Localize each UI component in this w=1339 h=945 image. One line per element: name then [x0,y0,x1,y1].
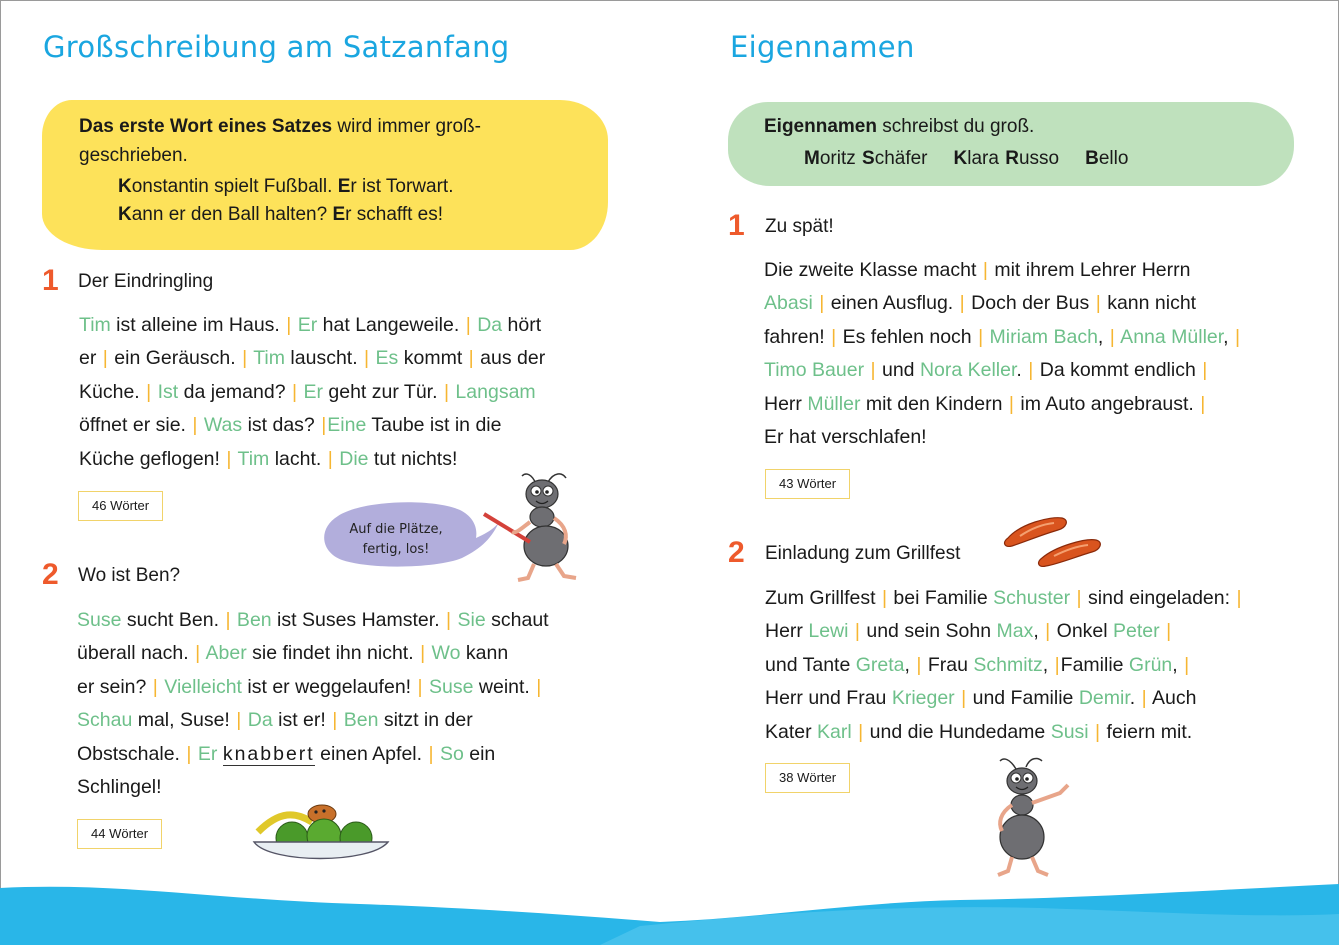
text-segment: kommt [398,347,468,370]
text-segment: ist Suses Hamster. [271,609,446,631]
capitalized-word: Tim [248,347,285,370]
capitalized-word: So [434,742,464,765]
separator-bar: | [1166,620,1172,643]
text-line [77,771,549,804]
capitalized-word: Ist [152,380,179,403]
speech-bubble-text: Auf die Plätze, fertig, los! [349,522,443,557]
text-line [77,671,549,704]
separator-bar: | [465,314,471,336]
text-segment: Kater [765,720,818,743]
sausages-illustration [1000,510,1105,570]
text-segment: tut nichts! [368,447,458,470]
separator-bar: | [1141,687,1147,710]
separator-bar: | [881,587,888,609]
separator-bar: | [327,447,333,470]
exercise-number: 2 [728,536,745,569]
text-segment: , [1172,653,1184,676]
text-segment: Schlingel! [77,776,162,799]
text-segment: Herr [764,392,808,415]
separator-bar: | [978,325,984,348]
exercise-text [79,309,545,476]
capitalized-word: Peter [1113,620,1160,643]
separator-bar: | [959,292,965,315]
separator-bar: | [1045,620,1051,643]
capitalized-word: Schmitz [973,653,1043,676]
rule-rest-2: geschrieben. [79,145,188,166]
capitalized-word: Timo Bauer [764,359,865,382]
separator-bar: | [428,742,434,765]
capitalized-word: Suse [77,609,122,631]
exercise-title: Wo ist Ben? [78,565,181,586]
text-segment: mit den Kindern [860,392,1008,415]
separator-bar: | [446,609,452,631]
exercise-title: Einladung zum Grillfest [765,543,961,564]
text-segment: , [1223,325,1235,348]
text-segment: , [1042,653,1054,676]
capitalized-word: Er [192,742,218,765]
text-segment: sie findet ihn nicht. [246,642,420,665]
text-segment: aus der [474,347,546,370]
text-segment: . [1129,687,1141,710]
text-segment: und sein Sohn [860,620,997,643]
separator-bar: | [1095,292,1101,315]
text-segment: und Familie [967,687,1079,710]
text-line [765,649,1243,682]
text-segment: sind eingeladen: [1082,587,1236,609]
separator-bar: | [870,359,876,382]
text-segment: ist er! [272,709,332,732]
exercise-title: Der Eindringling [78,271,214,292]
text-segment: schaut [485,609,549,631]
capitalized-word: Krieger [891,687,955,710]
text-segment: öffnet er sie. [79,414,192,437]
text-segment: und Tante [765,653,856,676]
capitalized-word: Er [298,380,323,403]
spaced-word: knabbert [222,742,315,765]
text-line [79,443,545,476]
separator-bar: | [536,675,542,698]
capitalized-word: Langsam [450,380,536,403]
text-segment: einen Apfel. [314,742,428,765]
separator-bar: | [854,620,860,643]
capitalized-word: Vielleicht [158,675,242,698]
capitalized-word: Müller [807,392,861,415]
capitalized-word: Suse [423,675,474,698]
separator-bar: | [146,380,152,403]
separator-bar: | [468,347,474,370]
rule-bold: Eigennamen [764,116,877,137]
exercise-number: 2 [42,558,59,591]
text-segment: Familie [1060,653,1129,676]
text-line [765,682,1243,715]
capitalized-word: Sie [452,609,486,631]
capitalized-word: Grün [1128,653,1173,676]
separator-bar: | [961,687,967,710]
capitalized-word: Aber [201,642,247,665]
text-segment: Er hat verschlafen! [764,426,927,449]
text-line [79,309,545,342]
separator-bar: | [332,709,338,732]
text-line [77,604,549,637]
exercise-number: 1 [42,264,59,297]
text-line [764,254,1241,287]
text-segment: und die Hundedame [864,720,1051,743]
text-segment: Es fehlen noch [837,325,978,348]
capitalized-word: Susi [1050,720,1089,743]
text-line [79,376,545,409]
separator-bar: | [1076,587,1082,609]
rule-box-proper-nouns [728,102,1294,186]
exercise-text [764,254,1241,454]
separator-bar: | [226,447,232,470]
text-line [765,716,1243,749]
text-segment: sitzt in der [378,709,473,732]
text-segment: bei Familie [888,587,994,609]
text-line [77,704,549,737]
separator-bar: | [102,347,108,370]
text-line [79,409,545,442]
separator-bar: | [195,642,201,665]
rule-example-2: Kann er den Ball halten? Er schafft es! [118,204,443,225]
separator-bar: | [291,380,298,403]
text-segment: einen Ausflug. [825,292,959,315]
separator-bar: | [192,414,198,437]
capitalized-word: Schau [77,709,133,732]
text-segment: ist alleine im Haus. [110,314,286,336]
text-line [765,582,1243,615]
capitalized-word: Lewi [808,620,849,643]
text-segment: Obstschale. [77,742,186,765]
capitalized-word: Nora Keller [919,359,1017,382]
separator-bar: | [1200,392,1206,415]
separator-bar: | [1202,359,1208,382]
capitalized-word: Ben [231,609,272,631]
separator-bar: | [1235,325,1241,348]
text-segment: Auch [1147,687,1197,710]
separator-bar: | [1184,653,1190,676]
separator-bar: | [1008,392,1014,415]
text-segment: im Auto angebraust. [1014,392,1200,415]
capitalized-word: Da [242,709,273,732]
text-segment: kann nicht [1101,292,1197,315]
separator-bar: | [831,325,837,348]
ant-with-pencil-illustration [482,470,592,585]
text-segment: kann [460,642,509,665]
separator-bar: | [321,414,327,437]
rule-box-capitalization [42,100,608,250]
text-segment: weint. [473,675,536,698]
capitalized-word: Es [370,347,399,370]
separator-bar: | [1236,587,1242,609]
text-segment: überall nach. [77,642,195,665]
word-count-badge: 38 Wörter [765,763,850,793]
text-segment: Die zweite Klasse macht [764,259,982,281]
separator-bar: | [417,675,423,698]
text-segment [217,743,222,765]
bottom-wave-decoration [0,878,1339,945]
text-segment: ist das? [242,414,321,437]
text-segment: ein Geräusch. [108,347,242,370]
text-segment: , [904,653,916,676]
text-segment: fahren! [764,325,831,348]
exercise-title: Zu spät! [765,216,834,237]
text-segment: Herr und Frau [765,687,892,710]
capitalized-word: Ben [338,709,379,732]
text-segment: hat Langeweile. [317,314,465,336]
capitalized-word: Tim [79,314,111,336]
text-segment: ein [463,742,496,765]
text-segment: Küche geflogen! [79,447,226,470]
word-count-badge: 46 Wörter [78,491,163,521]
separator-bar: | [286,314,292,336]
capitalized-word: Tim [232,447,270,470]
separator-bar: | [420,642,426,665]
text-segment: Da kommt endlich [1034,359,1202,382]
text-line [77,738,549,771]
text-segment: mit ihrem Lehrer Herrn [988,259,1191,281]
text-segment: Küche. [79,380,146,403]
text-segment: , [1033,620,1045,643]
separator-bar: | [1054,653,1060,676]
separator-bar: | [916,653,922,676]
separator-bar: | [364,347,370,370]
text-segment: lauscht. [285,347,364,370]
rule-example-1: Konstantin spielt Fußball. Er ist Torwart. [118,176,454,197]
text-segment: und [876,359,920,382]
rule-example-names: Moritz Schäfer Klara Russo Bello [804,148,1129,169]
capitalized-word: Da [471,314,503,336]
ant-thumbs-up-illustration [980,755,1080,885]
text-segment: geht zur Tür. [322,380,443,403]
text-line [764,388,1241,421]
separator-bar: | [225,609,231,631]
capitalized-word: Demir [1078,687,1130,710]
separator-bar: | [443,380,450,403]
exercise-text [765,582,1243,749]
text-line [764,354,1241,387]
text-segment: sucht Ben. [121,609,225,631]
separator-bar: | [242,347,248,370]
text-segment: . [1016,359,1028,382]
text-segment: lacht. [269,447,327,470]
word-count-badge: 43 Wörter [765,469,850,499]
capitalized-word: Eine [327,414,367,437]
separator-bar: | [858,720,864,743]
rule-rest: wird immer groß- [332,116,481,137]
rule-text [79,112,481,142]
fruit-bowl-hamster-illustration [250,802,395,867]
text-line [77,637,549,670]
separator-bar: | [982,259,988,281]
text-segment: Doch der Bus [965,292,1095,315]
separator-bar: | [186,742,192,765]
capitalized-word: Wo [426,642,461,665]
text-line [764,321,1241,354]
capitalized-word: Max [996,620,1034,643]
rule-rest: schreibst du groß. [876,116,1035,137]
text-segment: hört [502,314,542,336]
right-page-title: Eigennamen [730,30,915,64]
text-line [765,615,1243,648]
capitalized-word: Er [292,314,318,336]
capitalized-word: Was [198,414,243,437]
text-segment: mal, Suse! [132,709,236,732]
capitalized-word: Anna Müller [1115,325,1224,348]
capitalized-word: Karl [817,720,852,743]
text-segment: er [79,347,102,370]
separator-bar: | [819,292,825,315]
text-segment: er sein? [77,675,152,698]
word-count-badge: 44 Wörter [77,819,162,849]
text-segment: Frau [922,653,974,676]
capitalized-word: Schuster [993,587,1071,609]
rule-bold: Das erste Wort eines Satzes [79,116,333,137]
separator-bar: | [1028,359,1034,382]
text-segment: Taube ist in die [366,414,502,437]
text-line [764,287,1241,320]
capitalized-word: Abasi [764,292,813,315]
capitalized-word: Die [333,447,369,470]
capitalized-word: Greta [855,653,905,676]
text-line [79,342,545,375]
text-segment: Zum Grillfest [765,587,881,609]
text-segment: Onkel [1051,620,1114,643]
text-segment: feiern mit. [1101,720,1193,743]
text-segment: Herr [765,620,809,643]
separator-bar: | [1095,720,1101,743]
separator-bar: | [152,675,158,698]
left-page-title: Großschreibung am Satzanfang [43,30,510,64]
text-line [764,421,1241,454]
text-segment: ist er weggelaufen! [241,675,417,698]
capitalized-word: Miriam Bach [984,325,1098,348]
text-segment [1070,587,1075,609]
exercise-text [77,604,549,804]
text-segment: , [1097,325,1109,348]
separator-bar: | [236,709,242,732]
exercise-number: 1 [728,209,745,242]
rule-text [764,112,1034,142]
separator-bar: | [1109,325,1115,348]
text-segment: da jemand? [178,380,291,403]
